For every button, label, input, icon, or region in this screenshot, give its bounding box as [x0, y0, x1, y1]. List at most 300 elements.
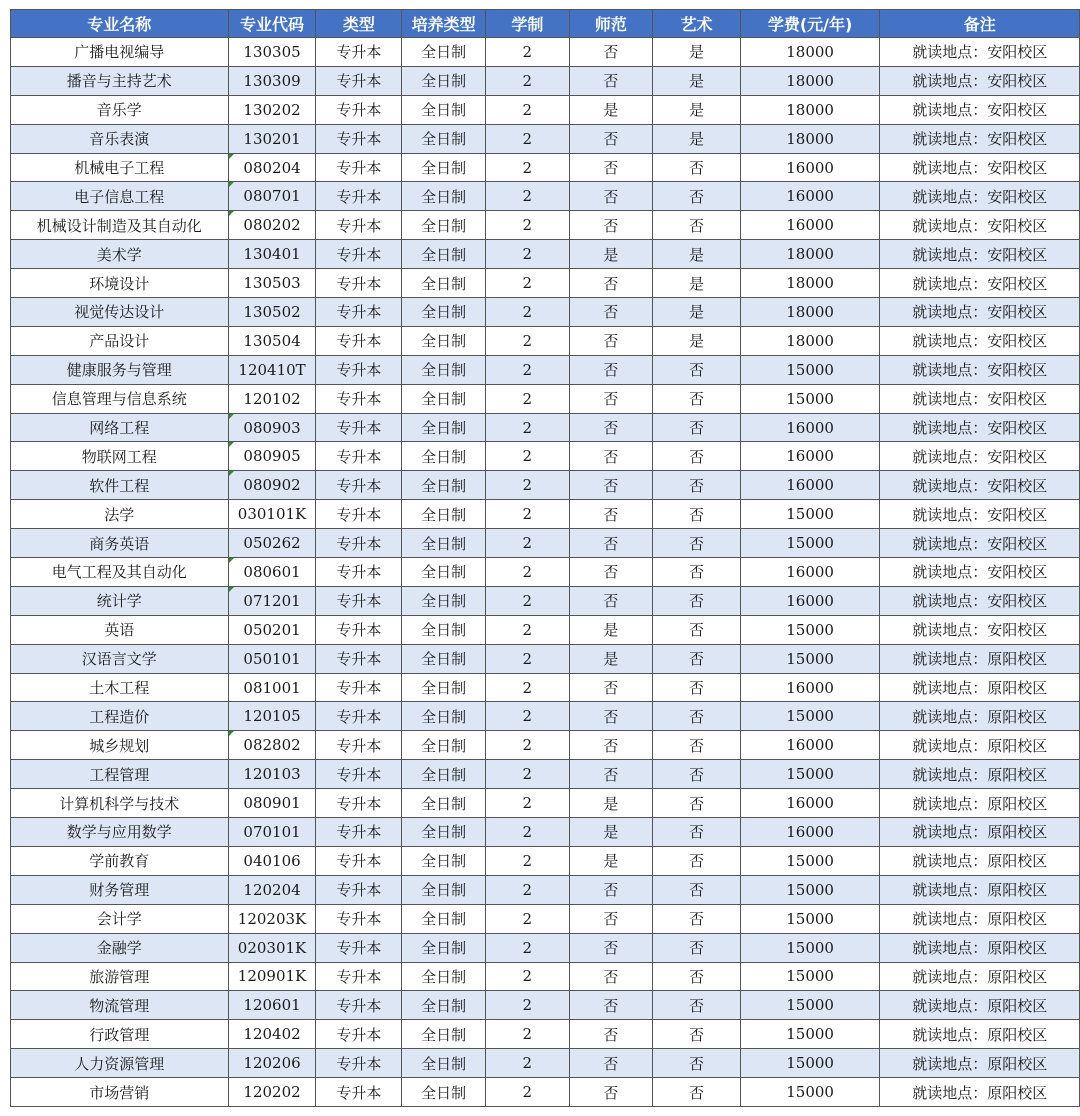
cell-remark: 就读地点：安阳校区 — [880, 38, 1080, 67]
cell-type: 专升本 — [316, 731, 402, 760]
cell-art: 是 — [653, 38, 741, 67]
cell-remark: 就读地点：原阳校区 — [880, 1020, 1080, 1049]
cell-tuition: 16000 — [740, 558, 880, 587]
cell-major-name: 机械电子工程 — [11, 153, 229, 182]
cell-tuition: 15000 — [740, 760, 880, 789]
cell-tuition: 15000 — [740, 991, 880, 1020]
table-row — [11, 933, 1080, 962]
cell-major-name: 软件工程 — [11, 471, 229, 500]
table-row — [11, 211, 1080, 240]
cell-normal-school: 否 — [569, 904, 653, 933]
cell-tuition: 16000 — [740, 182, 880, 211]
cell-major-code: 120601 — [228, 991, 316, 1020]
cell-major-name: 广播电视编导 — [11, 38, 229, 67]
cell-duration: 2 — [486, 702, 570, 731]
table-header — [11, 10, 1080, 38]
cell-art: 否 — [653, 355, 741, 384]
cell-duration: 2 — [486, 875, 570, 904]
cell-normal-school: 否 — [569, 1049, 653, 1078]
cell-major-name: 商务英语 — [11, 529, 229, 558]
cell-type: 专升本 — [316, 586, 402, 615]
cell-major-name: 旅游管理 — [11, 962, 229, 991]
cell-remark: 就读地点：原阳校区 — [880, 644, 1080, 673]
cell-normal-school: 否 — [569, 298, 653, 327]
header-row — [11, 10, 1080, 38]
cell-normal-school: 否 — [569, 962, 653, 991]
cell-normal-school: 否 — [569, 529, 653, 558]
cell-remark: 就读地点：安阳校区 — [880, 182, 1080, 211]
cell-major-code: 120203K — [228, 904, 316, 933]
cell-major-name: 环境设计 — [11, 269, 229, 298]
cell-duration: 2 — [486, 644, 570, 673]
cell-normal-school: 否 — [569, 38, 653, 67]
cell-remark: 就读地点：原阳校区 — [880, 875, 1080, 904]
table-row — [11, 731, 1080, 760]
cell-training-type: 全日制 — [402, 240, 486, 269]
column-header-art: 艺术 — [653, 10, 741, 38]
cell-art: 否 — [653, 789, 741, 818]
cell-major-code: 120102 — [228, 384, 316, 413]
cell-remark: 就读地点：原阳校区 — [880, 1078, 1080, 1107]
table-row — [11, 269, 1080, 298]
cell-type: 专升本 — [316, 240, 402, 269]
column-header-major-code: 专业代码 — [228, 10, 316, 38]
column-header-type: 类型 — [316, 10, 402, 38]
cell-normal-school: 否 — [569, 558, 653, 587]
cell-tuition: 15000 — [740, 1078, 880, 1107]
cell-training-type: 全日制 — [402, 442, 486, 471]
column-header-duration: 学制 — [486, 10, 570, 38]
cell-type: 专升本 — [316, 1020, 402, 1049]
cell-normal-school: 否 — [569, 933, 653, 962]
cell-duration: 2 — [486, 182, 570, 211]
cell-remark: 就读地点：安阳校区 — [880, 355, 1080, 384]
cell-major-code: 080905 — [228, 442, 316, 471]
cell-remark: 就读地点：安阳校区 — [880, 95, 1080, 124]
cell-major-name: 健康服务与管理 — [11, 355, 229, 384]
cell-type: 专升本 — [316, 298, 402, 327]
cell-type: 专升本 — [316, 153, 402, 182]
cell-major-name: 计算机科学与技术 — [11, 789, 229, 818]
cell-normal-school: 否 — [569, 442, 653, 471]
cell-training-type: 全日制 — [402, 326, 486, 355]
cell-duration: 2 — [486, 326, 570, 355]
table-row — [11, 558, 1080, 587]
table-row — [11, 1020, 1080, 1049]
cell-normal-school: 否 — [569, 326, 653, 355]
cell-art: 否 — [653, 413, 741, 442]
cell-art: 是 — [653, 298, 741, 327]
cell-major-code: 071201 — [228, 586, 316, 615]
cell-art: 否 — [653, 384, 741, 413]
cell-normal-school: 否 — [569, 1020, 653, 1049]
cell-type: 专升本 — [316, 789, 402, 818]
table-row — [11, 413, 1080, 442]
cell-normal-school: 是 — [569, 240, 653, 269]
cell-duration: 2 — [486, 673, 570, 702]
cell-tuition: 16000 — [740, 153, 880, 182]
cell-duration: 2 — [486, 904, 570, 933]
cell-training-type: 全日制 — [402, 673, 486, 702]
cell-major-code: 050201 — [228, 615, 316, 644]
cell-tuition: 15000 — [740, 384, 880, 413]
table-row — [11, 38, 1080, 67]
cell-tuition: 18000 — [740, 298, 880, 327]
cell-training-type: 全日制 — [402, 182, 486, 211]
cell-duration: 2 — [486, 760, 570, 789]
cell-tuition: 15000 — [740, 1020, 880, 1049]
cell-major-name: 美术学 — [11, 240, 229, 269]
table-row — [11, 991, 1080, 1020]
cell-major-code: 120206 — [228, 1049, 316, 1078]
cell-remark: 就读地点：安阳校区 — [880, 66, 1080, 95]
cell-normal-school: 否 — [569, 991, 653, 1020]
cell-duration: 2 — [486, 818, 570, 847]
cell-type: 专升本 — [316, 673, 402, 702]
table-row — [11, 95, 1080, 124]
cell-remark: 就读地点：安阳校区 — [880, 240, 1080, 269]
table-row — [11, 471, 1080, 500]
cell-major-name: 城乡规划 — [11, 731, 229, 760]
cell-remark: 就读地点：原阳校区 — [880, 789, 1080, 818]
cell-major-code: 130502 — [228, 298, 316, 327]
table-row — [11, 355, 1080, 384]
cell-major-name: 会计学 — [11, 904, 229, 933]
cell-art: 否 — [653, 846, 741, 875]
cell-type: 专升本 — [316, 1049, 402, 1078]
cell-major-name: 物联网工程 — [11, 442, 229, 471]
cell-training-type: 全日制 — [402, 904, 486, 933]
cell-normal-school: 否 — [569, 211, 653, 240]
cell-duration: 2 — [486, 413, 570, 442]
cell-training-type: 全日制 — [402, 38, 486, 67]
cell-duration: 2 — [486, 731, 570, 760]
cell-training-type: 全日制 — [402, 529, 486, 558]
table-row — [11, 153, 1080, 182]
cell-duration: 2 — [486, 586, 570, 615]
cell-normal-school: 否 — [569, 760, 653, 789]
table-row — [11, 846, 1080, 875]
cell-training-type: 全日制 — [402, 1020, 486, 1049]
column-header-major-name: 专业名称 — [11, 10, 229, 38]
cell-type: 专升本 — [316, 933, 402, 962]
cell-art: 否 — [653, 1020, 741, 1049]
cell-tuition: 15000 — [740, 1049, 880, 1078]
cell-major-code: 120202 — [228, 1078, 316, 1107]
cell-major-name: 学前教育 — [11, 846, 229, 875]
cell-duration: 2 — [486, 962, 570, 991]
cell-training-type: 全日制 — [402, 789, 486, 818]
cell-tuition: 15000 — [740, 644, 880, 673]
cell-training-type: 全日制 — [402, 702, 486, 731]
cell-tuition: 15000 — [740, 904, 880, 933]
cell-duration: 2 — [486, 298, 570, 327]
cell-type: 专升本 — [316, 615, 402, 644]
cell-duration: 2 — [486, 933, 570, 962]
cell-duration: 2 — [486, 66, 570, 95]
cell-tuition: 18000 — [740, 240, 880, 269]
cell-duration: 2 — [486, 846, 570, 875]
cell-type: 专升本 — [316, 875, 402, 904]
cell-duration: 2 — [486, 789, 570, 818]
cell-type: 专升本 — [316, 558, 402, 587]
cell-major-name: 机械设计制造及其自动化 — [11, 211, 229, 240]
cell-remark: 就读地点：原阳校区 — [880, 991, 1080, 1020]
cell-major-name: 法学 — [11, 500, 229, 529]
cell-major-name: 英语 — [11, 615, 229, 644]
cell-remark: 就读地点：安阳校区 — [880, 586, 1080, 615]
cell-training-type: 全日制 — [402, 211, 486, 240]
cell-type: 专升本 — [316, 702, 402, 731]
cell-remark: 就读地点：安阳校区 — [880, 500, 1080, 529]
cell-major-code: 130503 — [228, 269, 316, 298]
cell-normal-school: 否 — [569, 153, 653, 182]
cell-tuition: 15000 — [740, 529, 880, 558]
cell-training-type: 全日制 — [402, 355, 486, 384]
cell-art: 否 — [653, 500, 741, 529]
cell-tuition: 15000 — [740, 500, 880, 529]
cell-major-code: 070101 — [228, 818, 316, 847]
cell-tuition: 16000 — [740, 673, 880, 702]
cell-major-code: 120103 — [228, 760, 316, 789]
cell-art: 是 — [653, 66, 741, 95]
cell-type: 专升本 — [316, 442, 402, 471]
cell-major-name: 工程管理 — [11, 760, 229, 789]
cell-remark: 就读地点：原阳校区 — [880, 673, 1080, 702]
cell-duration: 2 — [486, 269, 570, 298]
cell-type: 专升本 — [316, 846, 402, 875]
cell-type: 专升本 — [316, 962, 402, 991]
cell-type: 专升本 — [316, 991, 402, 1020]
cell-tuition: 16000 — [740, 586, 880, 615]
cell-major-code: 130201 — [228, 124, 316, 153]
table-row — [11, 789, 1080, 818]
cell-type: 专升本 — [316, 124, 402, 153]
cell-art: 否 — [653, 904, 741, 933]
cell-major-code: 120410T — [228, 355, 316, 384]
cell-normal-school: 是 — [569, 789, 653, 818]
cell-remark: 就读地点：原阳校区 — [880, 731, 1080, 760]
cell-tuition: 18000 — [740, 95, 880, 124]
cell-training-type: 全日制 — [402, 298, 486, 327]
cell-major-name: 电子信息工程 — [11, 182, 229, 211]
table-row — [11, 1049, 1080, 1078]
cell-tuition: 15000 — [740, 962, 880, 991]
cell-training-type: 全日制 — [402, 615, 486, 644]
table-row — [11, 702, 1080, 731]
cell-art: 否 — [653, 182, 741, 211]
cell-duration: 2 — [486, 500, 570, 529]
cell-type: 专升本 — [316, 818, 402, 847]
cell-type: 专升本 — [316, 38, 402, 67]
cell-training-type: 全日制 — [402, 471, 486, 500]
cell-art: 否 — [653, 933, 741, 962]
cell-major-name: 播音与主持艺术 — [11, 66, 229, 95]
cell-major-name: 统计学 — [11, 586, 229, 615]
cell-art: 否 — [653, 760, 741, 789]
cell-major-name: 信息管理与信息系统 — [11, 384, 229, 413]
cell-art: 否 — [653, 558, 741, 587]
cell-type: 专升本 — [316, 95, 402, 124]
cell-major-name: 物流管理 — [11, 991, 229, 1020]
cell-normal-school: 是 — [569, 846, 653, 875]
cell-major-code: 030101K — [228, 500, 316, 529]
cell-training-type: 全日制 — [402, 269, 486, 298]
table-row — [11, 760, 1080, 789]
cell-major-code: 080202 — [228, 211, 316, 240]
cell-art: 否 — [653, 153, 741, 182]
cell-remark: 就读地点：安阳校区 — [880, 298, 1080, 327]
cell-normal-school: 是 — [569, 818, 653, 847]
cell-major-code: 130504 — [228, 326, 316, 355]
cell-major-code: 080701 — [228, 182, 316, 211]
cell-training-type: 全日制 — [402, 586, 486, 615]
cell-tuition: 18000 — [740, 269, 880, 298]
cell-normal-school: 是 — [569, 95, 653, 124]
cell-remark: 就读地点：原阳校区 — [880, 702, 1080, 731]
cell-type: 专升本 — [316, 529, 402, 558]
cell-art: 否 — [653, 731, 741, 760]
cell-normal-school: 是 — [569, 615, 653, 644]
cell-major-code: 130305 — [228, 38, 316, 67]
table-container — [10, 9, 1080, 1107]
cell-major-code: 080204 — [228, 153, 316, 182]
cell-normal-school: 否 — [569, 731, 653, 760]
cell-type: 专升本 — [316, 326, 402, 355]
table-row — [11, 586, 1080, 615]
cell-art: 否 — [653, 962, 741, 991]
cell-training-type: 全日制 — [402, 500, 486, 529]
table-row — [11, 1078, 1080, 1107]
cell-major-code: 081001 — [228, 673, 316, 702]
cell-duration: 2 — [486, 1078, 570, 1107]
cell-normal-school: 否 — [569, 355, 653, 384]
cell-duration: 2 — [486, 529, 570, 558]
cell-remark: 就读地点：安阳校区 — [880, 413, 1080, 442]
cell-remark: 就读地点：安阳校区 — [880, 124, 1080, 153]
cell-duration: 2 — [486, 211, 570, 240]
cell-major-code: 040106 — [228, 846, 316, 875]
cell-type: 专升本 — [316, 269, 402, 298]
cell-training-type: 全日制 — [402, 875, 486, 904]
cell-art: 是 — [653, 95, 741, 124]
cell-art: 是 — [653, 240, 741, 269]
cell-major-code: 050101 — [228, 644, 316, 673]
cell-art: 否 — [653, 615, 741, 644]
table-row — [11, 615, 1080, 644]
table-row — [11, 326, 1080, 355]
cell-normal-school: 否 — [569, 1078, 653, 1107]
cell-remark: 就读地点：安阳校区 — [880, 326, 1080, 355]
cell-major-code: 080903 — [228, 413, 316, 442]
cell-normal-school: 否 — [569, 471, 653, 500]
cell-art: 否 — [653, 818, 741, 847]
cell-duration: 2 — [486, 442, 570, 471]
cell-major-name: 行政管理 — [11, 1020, 229, 1049]
cell-major-name: 人力资源管理 — [11, 1049, 229, 1078]
table-row — [11, 673, 1080, 702]
table-row — [11, 875, 1080, 904]
table-row — [11, 904, 1080, 933]
cell-remark: 就读地点：安阳校区 — [880, 153, 1080, 182]
cell-remark: 就读地点：安阳校区 — [880, 558, 1080, 587]
cell-normal-school: 否 — [569, 500, 653, 529]
cell-major-code: 130202 — [228, 95, 316, 124]
cell-remark: 就读地点：安阳校区 — [880, 615, 1080, 644]
cell-type: 专升本 — [316, 1078, 402, 1107]
cell-duration: 2 — [486, 124, 570, 153]
cell-major-name: 视觉传达设计 — [11, 298, 229, 327]
cell-tuition: 18000 — [740, 124, 880, 153]
cell-major-name: 音乐表演 — [11, 124, 229, 153]
cell-duration: 2 — [486, 240, 570, 269]
cell-type: 专升本 — [316, 355, 402, 384]
cell-normal-school: 否 — [569, 673, 653, 702]
cell-major-code: 082802 — [228, 731, 316, 760]
cell-remark: 就读地点：安阳校区 — [880, 529, 1080, 558]
cell-duration: 2 — [486, 95, 570, 124]
cell-training-type: 全日制 — [402, 384, 486, 413]
cell-duration: 2 — [486, 1020, 570, 1049]
cell-art: 否 — [653, 529, 741, 558]
cell-remark: 就读地点：原阳校区 — [880, 846, 1080, 875]
cell-art: 否 — [653, 1078, 741, 1107]
cell-duration: 2 — [486, 471, 570, 500]
cell-duration: 2 — [486, 1049, 570, 1078]
cell-tuition: 15000 — [740, 846, 880, 875]
cell-remark: 就读地点：安阳校区 — [880, 384, 1080, 413]
cell-art: 否 — [653, 644, 741, 673]
cell-normal-school: 否 — [569, 702, 653, 731]
cell-art: 否 — [653, 702, 741, 731]
table-row — [11, 818, 1080, 847]
cell-remark: 就读地点：安阳校区 — [880, 211, 1080, 240]
cell-major-code: 120105 — [228, 702, 316, 731]
cell-normal-school: 否 — [569, 586, 653, 615]
cell-major-name: 汉语言文学 — [11, 644, 229, 673]
cell-major-code: 050262 — [228, 529, 316, 558]
cell-type: 专升本 — [316, 644, 402, 673]
cell-training-type: 全日制 — [402, 731, 486, 760]
table-row — [11, 240, 1080, 269]
cell-tuition: 15000 — [740, 933, 880, 962]
cell-remark: 就读地点：原阳校区 — [880, 760, 1080, 789]
cell-remark: 就读地点：原阳校区 — [880, 904, 1080, 933]
column-header-normal-school: 师范 — [569, 10, 653, 38]
cell-training-type: 全日制 — [402, 644, 486, 673]
cell-training-type: 全日制 — [402, 124, 486, 153]
cell-art: 否 — [653, 991, 741, 1020]
table-row — [11, 66, 1080, 95]
cell-normal-school: 否 — [569, 269, 653, 298]
cell-art: 是 — [653, 326, 741, 355]
cell-training-type: 全日制 — [402, 846, 486, 875]
cell-art: 否 — [653, 442, 741, 471]
cell-training-type: 全日制 — [402, 818, 486, 847]
cell-normal-school: 否 — [569, 66, 653, 95]
cell-duration: 2 — [486, 991, 570, 1020]
cell-training-type: 全日制 — [402, 95, 486, 124]
cell-major-name: 土木工程 — [11, 673, 229, 702]
cell-major-code: 130401 — [228, 240, 316, 269]
column-header-tuition: 学费(元/年) — [740, 10, 880, 38]
table-row — [11, 500, 1080, 529]
cell-major-name: 市场营销 — [11, 1078, 229, 1107]
cell-type: 专升本 — [316, 413, 402, 442]
table-row — [11, 298, 1080, 327]
cell-tuition: 18000 — [740, 38, 880, 67]
cell-tuition: 16000 — [740, 442, 880, 471]
